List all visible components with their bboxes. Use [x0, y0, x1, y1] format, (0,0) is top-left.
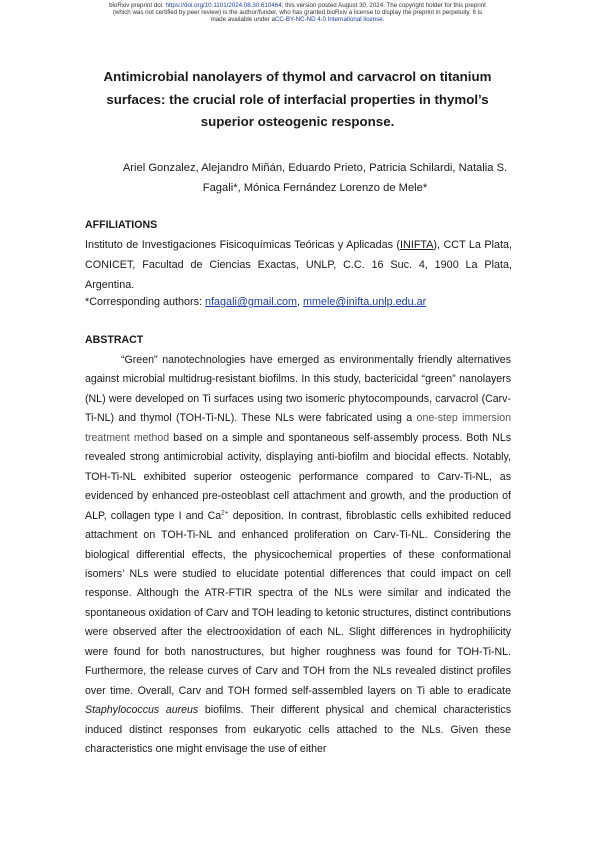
affiliation-text-end: ), CCT La Plata, CONICET, Facultad de Ciencias Exactas, UNLP, C.C. 16 Suc. 4, 1900 La Plata, Argentina. — [85, 239, 512, 291]
institute-acronym: INIFTA — [400, 239, 434, 251]
license-link[interactable]: CC-BY-NC-ND 4.0 International license — [274, 16, 383, 24]
abstract-body — [85, 351, 511, 760]
doi-link[interactable]: https://doi.org/10.1101/2024.08.30.610464 — [165, 2, 282, 9]
header-prefix: bioRxiv preprint doi: — [109, 2, 166, 9]
abstract-text-3: deposition. In contrast, fibroblastic cells exhibited reduced attachment on TOH-Ti-NL and enhanced proliferation on Carv-Ti-NL. Considering the biological differential effects, the physicochemical properties of these conformational isomers’ NLs were studied to elucidate potential differences that could impact on cell response. Although the ATR-FTIR spectra of the NLs were similar and indicated the spontaneous oxidation of Carv and TOH leading to ketonic structures, distinct contributions were observed after the electrooxidation of each NL. Slight differences in hydrophilicity were found for both nanostructures, but higher roughness was found for TOH-Ti-NL. Furthermore, the release curves of Carv and TOH from the NLs revealed distinct profiles over time. Overall, Carv and TOH formed self-assembled layers on Ti able to eradicate — [85, 509, 511, 697]
header-line-2: (which was not certified by peer review) is the author/funder, who has granted bioRxiv a license to display the preprint in perpetuity. It is — [112, 9, 483, 17]
affiliations-heading: AFFILIATIONS — [85, 219, 158, 231]
abstract-heading: ABSTRACT — [85, 334, 144, 346]
paper-title: Antimicrobial nanolayers of thymol and carvacrol on titanium surfaces: the crucial role of interfacial properties in thymol’s superior osteogenic response. — [103, 69, 492, 129]
email-link-fagali[interactable]: nfagali@gmail.com — [205, 296, 298, 308]
header-suffix: ; this version posted August 30, 2024. The copyright holder for this preprint — [281, 2, 486, 9]
corresponding-label: *Corresponding authors: — [85, 296, 206, 308]
abstract-text-1: “Green" nanotechnologies have emerged as environmentally friendly alternatives against microbial multidrug-resistant biofilms. In this study, bactericidal “green” nanolayers (NL) were developed on Ti surfaces using two isomeric phytocompounds, carvacrol (Carv-Ti-NL) and thymol (TOH-Ti-NL). These NLs were fabricated using a — [85, 354, 511, 425]
abstract-text-2: based on a simple and spontaneous self-assembly process. Both NLs revealed strong antimicrobial activity, displaying anti-biofilm and biocidal effects. Notably, TOH-Ti-NL exhibited superior osteogenic performance compared to Carv-Ti-NL, as evidenced by enhanced pre-osteoblast cell attachment and growth, and the production of ALP, collagen type I and Ca — [85, 431, 512, 522]
calcium-superscript: 2+ — [221, 509, 229, 517]
abstract-text-4: biofilms. Their different physical and chemical characteristics induced distinct responses from eukaryotic cells attached to the NLs. Given these characteristics one might envisage the use of either — [85, 704, 511, 756]
species-name: Staphylococcus aureus — [85, 704, 199, 717]
affiliation-text-start: Instituto de Investigaciones Fisicoquímicas Teóricas y Aplicadas ( — [85, 239, 401, 251]
header-line3-suffix: . — [382, 16, 385, 24]
affiliation-text — [85, 235, 512, 295]
author-list: Ariel Gonzalez, Alejandro Miñán, Eduardo Prieto, Patricia Schilardi, Natalia S. Fagali*, Mónica Fernández Lorenzo de Mele* — [122, 162, 508, 194]
header-line-3 — [10, 16, 585, 23]
abstract-highlight: one-step immersion treatment method — [85, 412, 511, 444]
preprint-header — [10, 2, 585, 24]
email-link-mele[interactable]: mmele@inifta.unlp.edu.ar — [303, 296, 427, 308]
header-line-1 — [10, 2, 585, 9]
header-line3-prefix: made available under a — [210, 16, 275, 24]
corresponding-authors — [85, 294, 512, 310]
email-separator: , — [297, 296, 304, 308]
